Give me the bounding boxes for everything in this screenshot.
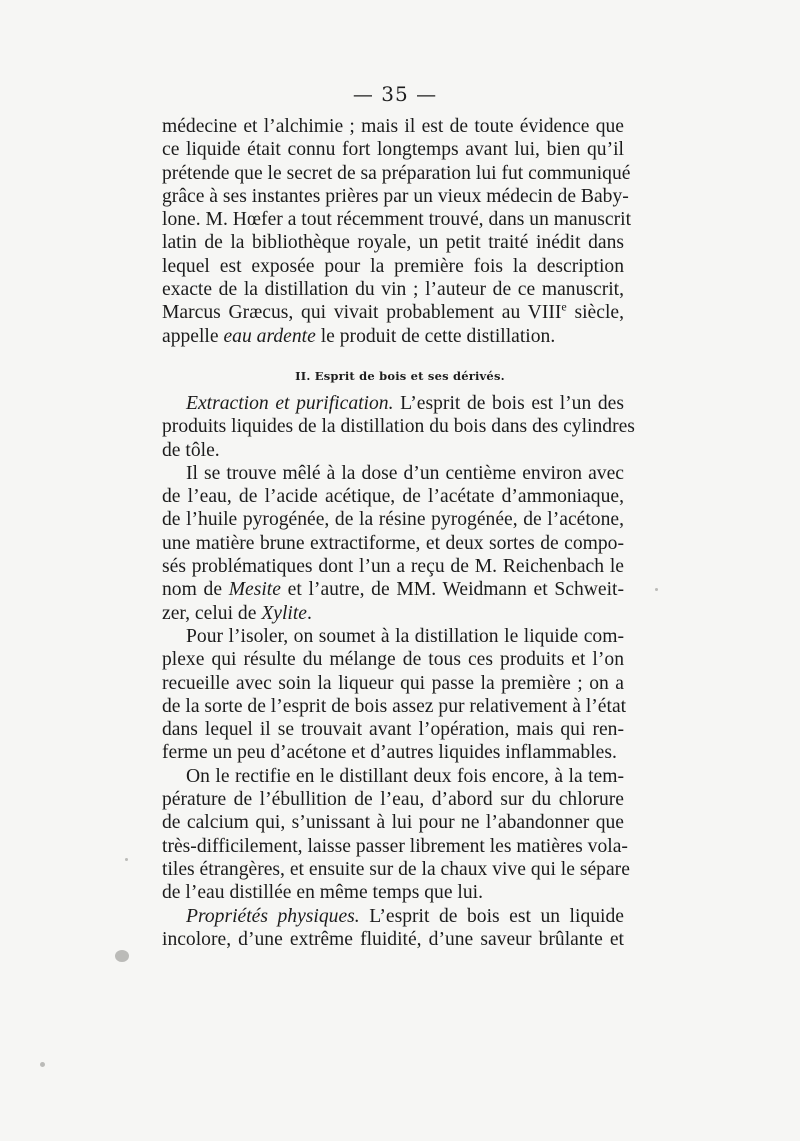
text-line: de l’eau, de l’acide acétique, de l’acétate d’ammoniaque, bbox=[162, 486, 624, 508]
text-line: très-difficilement, laisse passer librement les matières vola- bbox=[162, 835, 628, 857]
text-line: lequel est exposée pour la première fois la description bbox=[162, 255, 624, 277]
text-line: exacte de la distillation du vin ; l’auteur de ce manuscrit, bbox=[162, 279, 624, 301]
text-line: pérature de l’ébullition de l’eau, d’abord sur du chlorure bbox=[162, 789, 624, 811]
italic-term: Mesite bbox=[228, 579, 281, 601]
page-number: — 35 — bbox=[352, 82, 438, 106]
text-line: recueille avec soin la liqueur qui passe la première ; on a bbox=[162, 672, 624, 694]
text-line: de calcium qui, s’unissant à lui pour ne l’abandonner que bbox=[162, 812, 624, 834]
text-line: prétende que le secret de sa préparation lui fut communiqué bbox=[162, 162, 631, 184]
superscript: e bbox=[561, 299, 567, 314]
text-segment: nom de bbox=[162, 579, 229, 601]
text-line: de tôle. bbox=[162, 439, 220, 461]
text-line: une matière brune extractiforme, et deux sortes de compo- bbox=[162, 532, 624, 554]
text-line: plexe qui résulte du mélange de tous ces produits et l’on bbox=[162, 649, 624, 671]
paper-speck bbox=[115, 950, 129, 962]
text-line: dans lequel il se trouvait avant l’opération, mais qui ren- bbox=[162, 719, 624, 741]
text-line: de la sorte de l’esprit de bois assez pur relativement à l’état bbox=[162, 695, 627, 717]
text-segment: zer, celui de bbox=[162, 602, 262, 624]
text-line bbox=[162, 325, 624, 348]
text-line bbox=[162, 905, 624, 928]
main-text bbox=[162, 392, 635, 951]
text-segment: L’esprit de bois est l’un des bbox=[393, 393, 624, 414]
text-segment: L’esprit de bois est un liquide bbox=[359, 905, 624, 927]
text-line: grâce à ses instantes prières par un vieux médecin de Baby- bbox=[162, 185, 629, 207]
text-line bbox=[162, 392, 624, 415]
text-segment: Marcus Græcus, qui vivait probablement au VIII bbox=[162, 302, 562, 324]
italic-heading: Propriétés physiques. bbox=[186, 905, 360, 927]
italic-heading: Extraction et purification. bbox=[186, 393, 394, 414]
text-segment: le produit de cette distillation. bbox=[315, 325, 556, 347]
text-line: de l’eau distillée en même temps que lui. bbox=[162, 882, 484, 904]
text-line bbox=[162, 602, 624, 625]
text-line: ferme un peu d’acétone et d’autres liquides inflammables. bbox=[162, 742, 617, 764]
text-segment: appelle bbox=[162, 325, 224, 347]
text-line: Il se trouve mêlé à la dose d’un centième environ avec bbox=[186, 462, 624, 484]
text-line: de l’huile pyrogénée, de la résine pyrogénée, de l’acétone, bbox=[162, 509, 624, 531]
text-line: Pour l’isoler, on soumet à la distillation le liquide com- bbox=[186, 625, 624, 647]
text-line bbox=[162, 578, 624, 601]
text-segment: siècle, bbox=[566, 302, 624, 324]
text-line: ce liquide était connu fort longtemps avant lui, bien qu’il bbox=[162, 139, 624, 161]
text-line: lone. M. Hœfer a tout récemment trouvé, dans un manuscrit bbox=[162, 209, 632, 231]
text-segment: . bbox=[307, 602, 312, 624]
section-heading: II. Esprit de bois et ses dérivés. bbox=[295, 369, 505, 383]
text-segment: et l’autre, de MM. Weidmann et Schweit- bbox=[280, 579, 625, 601]
text-line: médecine et l’alchimie ; mais il est de toute évidence que bbox=[162, 116, 624, 137]
text-line: produits liquides de la distillation du bois dans des cylindres bbox=[162, 416, 635, 438]
text-line bbox=[162, 301, 624, 324]
paper-speck bbox=[125, 858, 128, 861]
text-line: latin de la bibliothèque royale, un petit traité inédit dans bbox=[162, 232, 624, 254]
paper-speck bbox=[655, 588, 658, 591]
text-line: incolore, d’une extrême fluidité, d’une saveur brûlante et bbox=[162, 928, 624, 950]
text-line: On le rectifie en le distillant deux fois encore, à la tem- bbox=[186, 765, 624, 787]
text-line: sés problématiques dont l’un a reçu de M. Reichenbach le bbox=[162, 556, 624, 578]
paper-speck bbox=[40, 1062, 45, 1067]
opening-paragraph bbox=[162, 115, 632, 348]
italic-term: Xylite bbox=[261, 602, 308, 624]
italic-term: eau ardente bbox=[223, 325, 316, 347]
text-line: tiles étrangères, et ensuite sur de la chaux vive qui le sépare bbox=[162, 858, 630, 880]
